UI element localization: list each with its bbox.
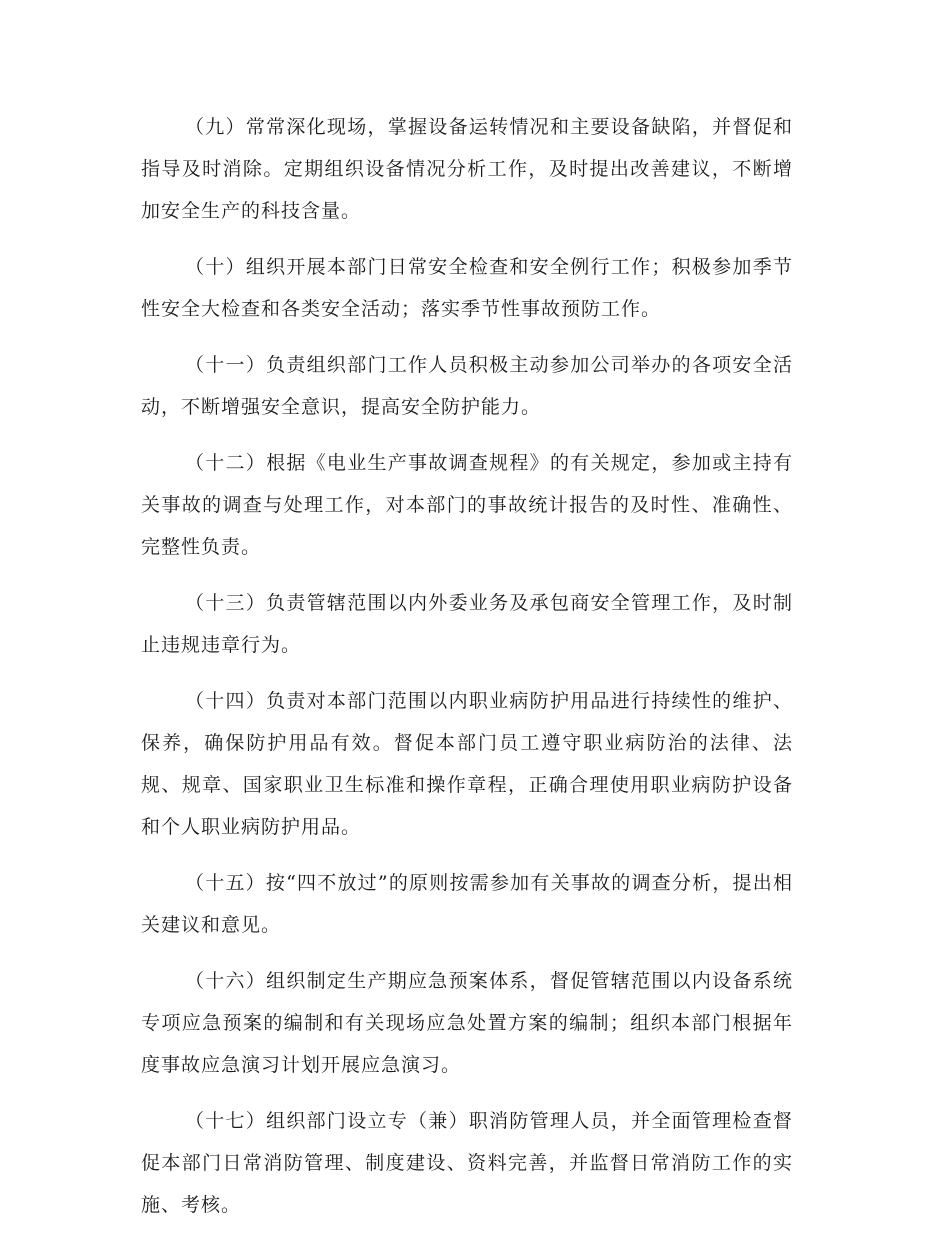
paragraph-11: （十一）负责组织部门工作人员积极主动参加公司举办的各项安全活动，不断增强安全意识，提高安全防护能力。 xyxy=(141,354,793,418)
paragraph-9: （九）常常深化现场，掌握设备运转情况和主要设备缺陷，并督促和指导及时消除。定期组织设备情况分析工作，及时提出改善建议，不断增加安全生产的科技含量。 xyxy=(141,116,793,222)
paragraph-17: （十七）组织部门设立专（兼）职消防管理人员，并全面管理检查督促本部门日常消防管理、制度建设、资料完善，并监督日常消防工作的实施、考核。 xyxy=(141,1110,793,1216)
paragraph-16: （十六）组织制定生产期应急预案体系，督促管辖范围以内设备系统专项应急预案的编制和有关现场应急处置方案的编制；组织本部门根据年度事故应急演习计划开展应急演习。 xyxy=(141,970,793,1076)
paragraph-12: （十二）根据《电业生产事故调查规程》的有关规定，参加或主持有关事故的调查与处理工作，对本部门的事故统计报告的及时性、准确性、完整性负责。 xyxy=(141,452,793,558)
paragraph-10: （十）组织开展本部门日常安全检查和安全例行工作；积极参加季节性安全大检查和各类安全活动；落实季节性事故预防工作。 xyxy=(141,256,793,320)
paragraph-14: （十四）负责对本部门范围以内职业病防护用品进行持续性的维护、保养，确保防护用品有效。督促本部门员工遵守职业病防治的法律、法规、规章、国家职业卫生标准和操作章程，正确合理使用职业病防护设备和个人职业病防护用品。 xyxy=(141,690,793,838)
document-body xyxy=(141,106,793,1240)
paragraph-15: （十五）按“四不放过”的原则按需参加有关事故的调查分析，提出相关建议和意见。 xyxy=(141,872,793,936)
paragraph-13: （十三）负责管辖范围以内外委业务及承包商安全管理工作，及时制止违规违章行为。 xyxy=(141,592,793,656)
